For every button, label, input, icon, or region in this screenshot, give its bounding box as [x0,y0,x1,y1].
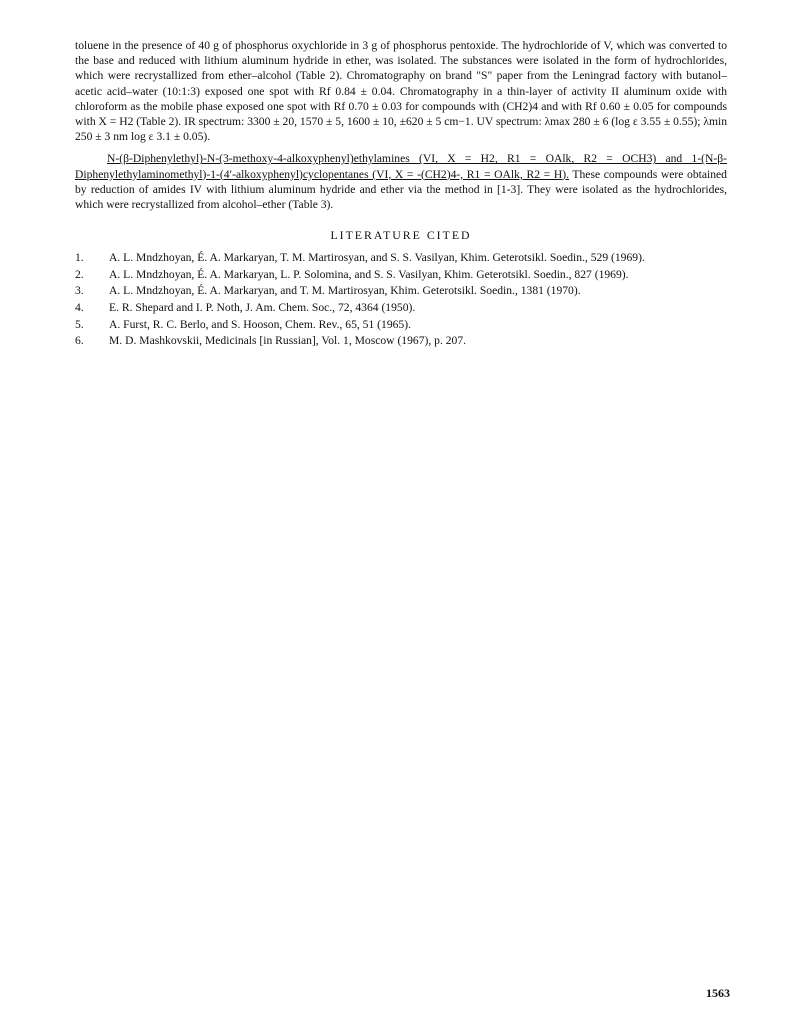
reference-item [75,284,727,299]
reference-text: A. L. Mndzhoyan, É. A. Markaryan, and T. M. Martirosyan, Khim. Geterotsikl. Soedin., 1381 (1970). [109,284,581,298]
reference-item [75,301,727,316]
reference-text: A. L. Mndzhoyan, É. A. Markaryan, L. P. Solomina, and S. S. Vasilyan, Khim. Geterotsikl. Soedin., 827 (1969). [109,267,629,281]
paragraph-2-text: These compounds were obtained by reduction of amides IV with lithium aluminum hydride and ether via the method in [1-3]. They were isolated as the hydrochlorides, which were recrystallized from alcohol–ether (Table 3). [75,167,727,212]
references-title: LITERATURE CITED [330,228,472,243]
reference-number: 6. [75,334,84,348]
page-content [75,38,727,351]
reference-number: 4. [75,301,84,315]
body-paragraph-1: toluene in the presence of 40 g of phosphorus oxychloride in 3 g of phosphorus pentoxide. The hydrochloride of V, which was converted to the base and reduced with lithium aluminum hydride in ether, was isolated. The substances were isolated in the form of hydrochlorides, which were recrystallized from ether–alcohol (Table 2). Chromatography on brand "S" paper from the Leningrad factory with butanol–acetic acid–water (10:1:3) exposed one spot with Rf 0.84 ± 0.04. Chromatography in a thin-layer of activity II aluminum oxide with chloroform as the mobile phase exposed one spot with Rf 0.70 ± 0.03 for compounds with (CH2)4 and with Rf 0.60 ± 0.05 for compounds with X = H2 (Table 2). IR spectrum: 3300 ± 20, 1570 ± 5, 1600 ± 10, ±620 ± 5 cm−1. UV spectrum: λmax 280 ± 6 (log ε 3.55 ± 0.55); λmin 250 ± 3 nm log ε 3.1 ± 0.05). [75,39,728,144]
page-number: 1563 [706,986,730,1000]
reference-item [75,334,727,349]
reference-text: E. R. Shepard and I. P. Noth, J. Am. Chem. Soc., 72, 4364 (1950). [109,301,416,315]
reference-item [75,268,727,283]
reference-item [75,251,727,266]
body-paragraph-2 [75,151,727,212]
reference-text: M. D. Mashkovskii, Medicinals [in Russian], Vol. 1, Moscow (1967), p. 207. [109,334,467,348]
references-list [75,251,727,349]
reference-item [75,318,727,333]
reference-text: A. Furst, R. C. Berlo, and S. Hooson, Chem. Rev., 65, 51 (1965). [109,317,411,331]
paragraph-2-heading: N-(β-Diphenylethyl)-N-(3-methoxy-4-alkoxyphenyl)ethylamines (VI, X = H2, R1 = OAlk, R2 = OCH3) and 1-(N-β-Diphenylethylaminomethyl)-1-(4′-alkoxyphenyl)cyclopentanes (VI, X = -(CH2)4-, R1 = OAlk, R2 = H). [75,152,727,181]
reference-number: 2. [75,267,84,281]
reference-number: 1. [75,251,84,265]
reference-number: 5. [75,317,84,331]
reference-text: A. L. Mndzhoyan, É. A. Markaryan, T. M. Martirosyan, and S. S. Vasilyan, Khim. Geterotsikl. Soedin., 529 (1969). [109,251,645,265]
reference-number: 3. [75,284,84,298]
